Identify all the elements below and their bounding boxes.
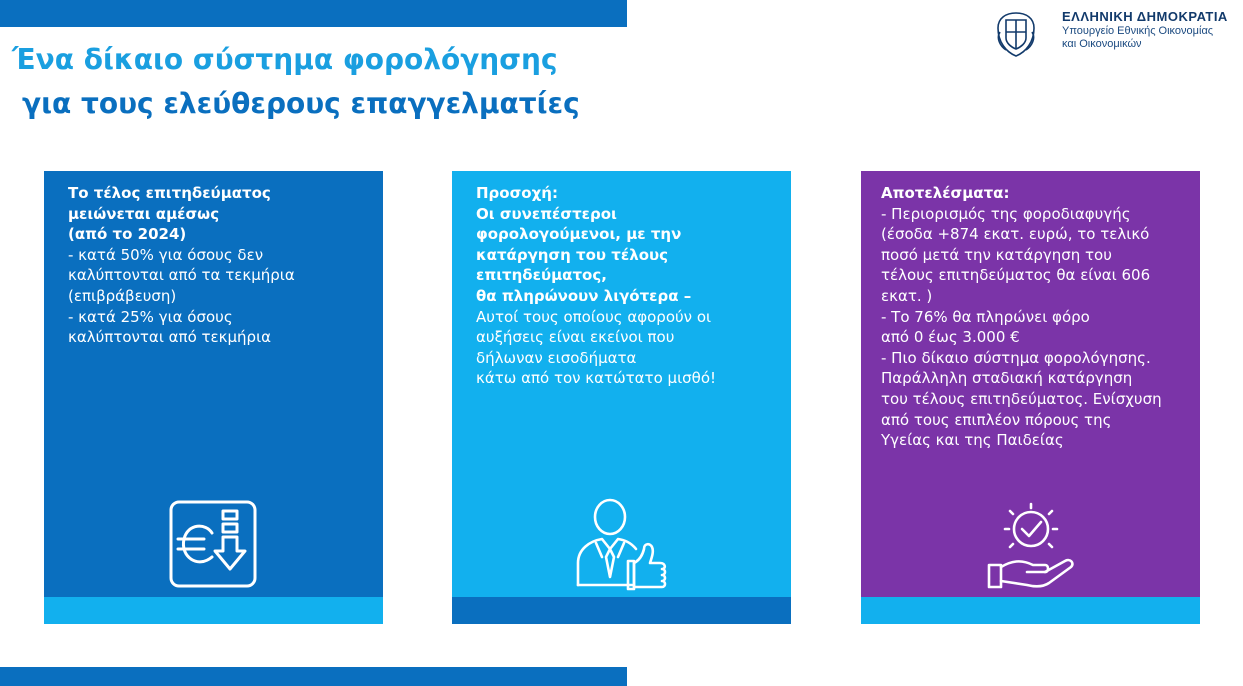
bottom-accent-bar	[0, 667, 627, 686]
card-body-line: εκατ. )	[881, 286, 933, 305]
card-results	[861, 171, 1200, 624]
card-body-line: Υγείας και της Παιδείας	[881, 431, 1064, 450]
businessman-thumbs-up-icon	[570, 497, 672, 593]
card-body-line: (επιβράβευση)	[68, 286, 177, 305]
card-text	[881, 183, 1186, 451]
title-line-1: Ένα δίκαιο σύστημα φορολόγησης	[12, 43, 558, 76]
card-bottom-band	[452, 597, 791, 624]
card-body-line: - Το 76% θα πληρώνει φόρο	[881, 307, 1090, 326]
card-heading-line: θα πληρώνουν λιγότερα –	[476, 286, 692, 305]
card-heading-line: Προσοχή:	[476, 184, 558, 202]
card-body-line: - κατά 25% για όσους	[68, 307, 233, 326]
card-body-line: αυξήσεις είναι εκείνοι που	[476, 328, 675, 347]
title-line-2: για τους ελεύθερους επαγγελματίες	[22, 87, 580, 120]
card-text	[476, 183, 777, 389]
card-heading-line: μειώνεται αμέσως	[68, 204, 220, 223]
card-body-line: από 0 έως 3.000 €	[881, 328, 1020, 347]
card-body-line: ποσό μετά την κατάργηση του	[881, 245, 1112, 264]
card-body-line: Παράλληλη σταδιακή κατάργηση	[881, 369, 1133, 388]
card-text	[68, 183, 369, 348]
greek-coat-of-arms-icon	[992, 10, 1040, 58]
ministry-line-2: και Οικονομικών	[1062, 38, 1142, 50]
euro-decrease-icon	[168, 499, 258, 589]
top-accent-bar	[0, 0, 627, 27]
card-heading-line: επιτηδεύματος,	[476, 266, 607, 285]
card-body-line: - Πιο δίκαιο σύστημα φορολόγησης.	[881, 348, 1151, 367]
card-heading-line: (από το 2024)	[68, 225, 187, 244]
card-heading-line: κατάργηση του τέλους	[476, 245, 669, 264]
card-body-line: δήλωναν εισοδήματα	[476, 348, 637, 367]
card-heading-line: φορολογούμενοι, με την	[476, 225, 682, 244]
card-body-line: (έσοδα +874 εκατ. ευρώ, το τελικό	[881, 225, 1150, 244]
republic-label: ΕΛΛΗΝΙΚΗ ΔΗΜΟΚΡΑΤΙΑ	[1062, 9, 1228, 24]
card-body-line: καλύπτονται από τεκμήρια	[68, 328, 272, 347]
card-attention	[452, 171, 791, 624]
card-bottom-band	[861, 597, 1200, 624]
ministry-line-1: Υπουργείο Εθνικής Οικονομίας	[1062, 25, 1214, 37]
card-body-line: τέλους επιτηδεύματος θα είναι 606	[881, 266, 1151, 285]
ministry-header	[1062, 9, 1243, 51]
card-heading-line: Αποτελέσματα:	[881, 184, 1010, 202]
card-fee-reduction	[44, 171, 383, 624]
card-bottom-band	[44, 597, 383, 624]
card-heading-line: Το τέλος επιτηδεύματος	[68, 184, 271, 202]
card-body-line: κάτω από τον κατώτατο μισθό!	[476, 369, 717, 388]
card-body-line: - κατά 50% για όσους δεν	[68, 245, 264, 264]
card-body-line: Αυτοί τους οποίους αφορούν οι	[476, 307, 712, 326]
hand-check-icon	[983, 501, 1079, 591]
card-body-line: καλύπτονται από τα τεκμήρια	[68, 266, 295, 285]
card-heading-line: Οι συνεπέστεροι	[476, 204, 617, 223]
card-body-line: - Περιορισμός της φοροδιαφυγής	[881, 204, 1131, 223]
card-body-line: από τους επιπλέον πόρους της	[881, 410, 1112, 429]
card-body-line: του τέλους επιτηδεύματος. Ενίσχυση	[881, 389, 1162, 408]
page-title	[12, 38, 580, 126]
